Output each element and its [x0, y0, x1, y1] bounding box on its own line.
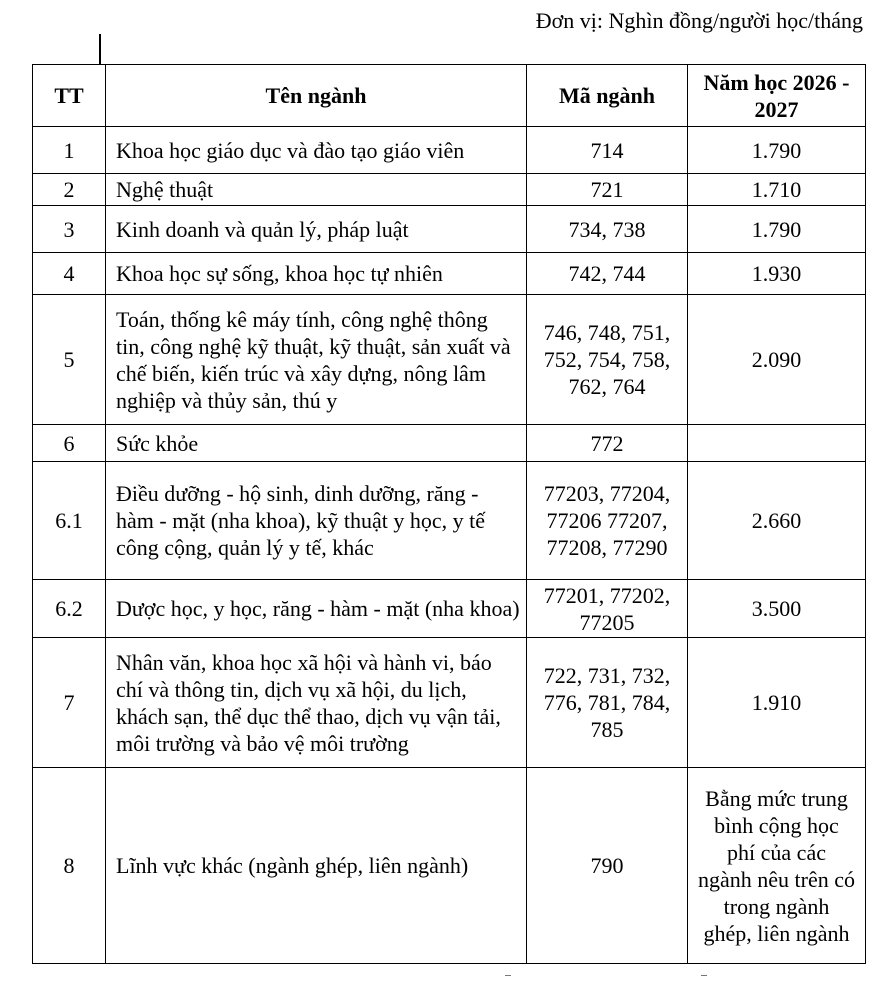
table-row — [33, 580, 866, 638]
tuition-table — [32, 64, 866, 964]
row-tt: 8 — [33, 768, 106, 964]
row-tt: 6 — [33, 425, 106, 462]
table-row — [33, 127, 866, 174]
row-code: 77203, 77204, 77206 77207, 77208, 77290 — [527, 462, 688, 580]
row-fee — [688, 425, 866, 462]
row-name: Khoa học giáo dục và đào tạo giáo viên — [106, 127, 527, 174]
page-edge-marks — [0, 975, 890, 982]
row-fee: 1.930 — [688, 253, 866, 295]
row-name: Khoa học sự sống, khoa học tự nhiên — [106, 253, 527, 295]
header-name: Tên ngành — [106, 65, 527, 127]
row-code: 790 — [527, 768, 688, 964]
row-name: Toán, thống kê máy tính, công nghệ thông tin, công nghệ kỹ thuật, kỹ thuật, sản xuất và chế biến, kiến trúc và xây dựng, nông lâm nghiệp và thủy sản, thú y — [106, 295, 527, 425]
row-tt: 3 — [33, 206, 106, 253]
row-code: 772 — [527, 425, 688, 462]
row-fee: 2.090 — [688, 295, 866, 425]
row-code: 77201, 77202, 77205 — [527, 580, 688, 638]
row-name: Điều dưỡng - hộ sinh, dinh dưỡng, răng - hàm - mặt (nha khoa), kỹ thuật y học, y tế công cộng, quản lý y tế, khác — [106, 462, 527, 580]
row-code: 721 — [527, 174, 688, 206]
row-name: Nghệ thuật — [106, 174, 527, 206]
table-row — [33, 768, 866, 964]
table-row — [33, 206, 866, 253]
row-tt: 4 — [33, 253, 106, 295]
text-cursor — [99, 34, 101, 64]
header-fee: Năm học 2026 - 2027 — [688, 65, 866, 127]
row-tt: 5 — [33, 295, 106, 425]
row-name: Kinh doanh và quản lý, pháp luật — [106, 206, 527, 253]
header-tt: TT — [33, 65, 106, 127]
row-fee: 1.790 — [688, 127, 866, 174]
row-code: 734, 738 — [527, 206, 688, 253]
table-row — [33, 425, 866, 462]
row-fee: 1.790 — [688, 206, 866, 253]
table-row — [33, 462, 866, 580]
row-fee: Bằng mức trung bình cộng học phí của các ngành nêu trên có trong ngành ghép, liên ngành — [688, 768, 866, 964]
row-code: 714 — [527, 127, 688, 174]
row-name: Nhân văn, khoa học xã hội và hành vi, báo chí và thông tin, dịch vụ xã hội, du lịch, khách sạn, thể dục thể thao, dịch vụ vận tải, môi trường và bảo vệ môi trường — [106, 638, 527, 768]
row-tt: 6.2 — [33, 580, 106, 638]
table-row — [33, 253, 866, 295]
row-fee: 1.910 — [688, 638, 866, 768]
row-code: 742, 744 — [527, 253, 688, 295]
row-name: Sức khỏe — [106, 425, 527, 462]
header-code: Mã ngành — [527, 65, 688, 127]
row-name: Lĩnh vực khác (ngành ghép, liên ngành) — [106, 768, 527, 964]
row-code: 746, 748, 751, 752, 754, 758, 762, 764 — [527, 295, 688, 425]
row-fee: 2.660 — [688, 462, 866, 580]
row-tt: 6.1 — [33, 462, 106, 580]
table-row — [33, 174, 866, 206]
table-header-row — [33, 65, 866, 127]
row-name: Dược học, y học, răng - hàm - mặt (nha khoa) — [106, 580, 527, 638]
table-row — [33, 295, 866, 425]
row-fee: 1.710 — [688, 174, 866, 206]
row-tt: 1 — [33, 127, 106, 174]
row-code: 722, 731, 732, 776, 781, 784, 785 — [527, 638, 688, 768]
row-tt: 2 — [33, 174, 106, 206]
row-tt: 7 — [33, 638, 106, 768]
unit-note: Đơn vị: Nghìn đồng/người học/tháng — [535, 8, 863, 33]
row-fee: 3.500 — [688, 580, 866, 638]
table-row — [33, 638, 866, 768]
